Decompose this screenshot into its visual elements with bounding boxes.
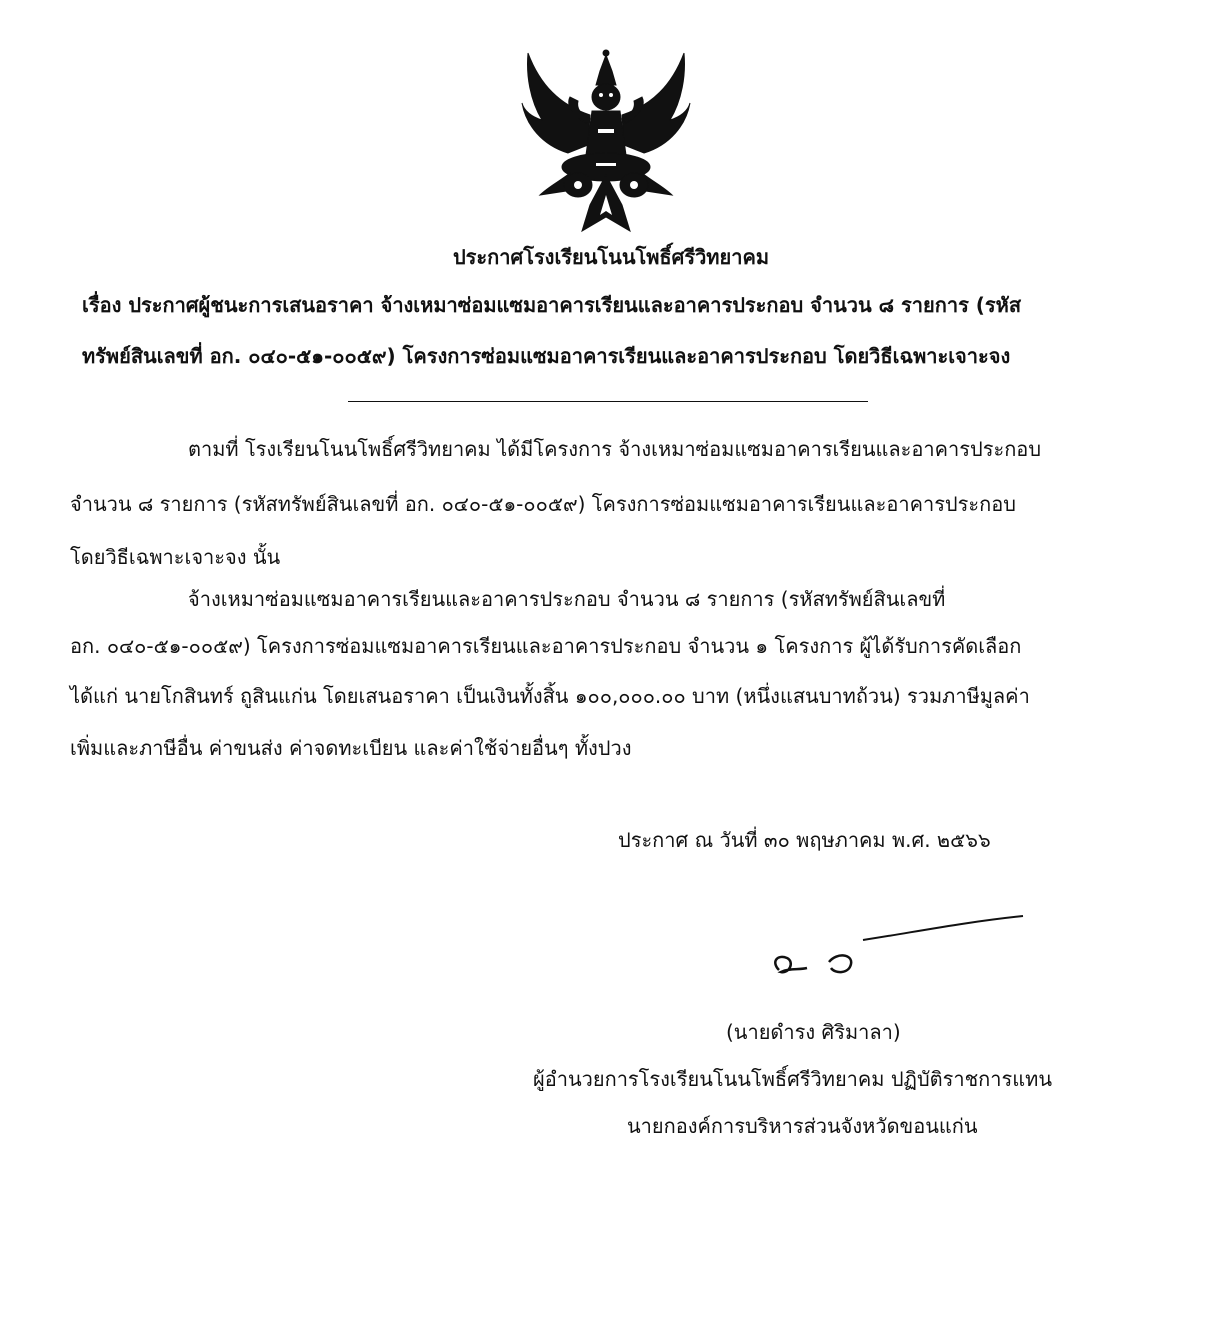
signatory-name: (นายดำรง ศิริมาลา) (726, 1020, 901, 1044)
subject-line-1: เรื่อง ประกาศผู้ชนะการเสนอราคา จ้างเหมาซ่อมแซมอาคารเรียนและอาคารประกอบ จำนวน ๘ รายการ (รหัส (82, 293, 1022, 317)
header-divider (348, 401, 868, 402)
paragraph-2-line-2: อก. ๐๔๐-๕๑-๐๐๕๙) โครงการซ่อมแซมอาคารเรียนและอาคารประกอบ จำนวน ๑ โครงการ ผู้ได้รับการคัดเลือก (70, 634, 1022, 658)
paragraph-2-line-1: จ้างเหมาซ่อมแซมอาคารเรียนและอาคารประกอบ จำนวน ๘ รายการ (รหัสทรัพย์สินเลขที่ (188, 587, 946, 611)
paragraph-1-line-1: ตามที่ โรงเรียนโนนโพธิ์ศรีวิทยาคม ได้มีโครงการ จ้างเหมาซ่อมแซมอาคารเรียนและอาคารประกอบ (188, 437, 1042, 461)
paragraph-2-line-3: ได้แก่ นายโกสินทร์ ถูสินแก่น โดยเสนอราคา เป็นเงินทั้งสิ้น ๑๐๐,๐๐๐.๐๐ บาท (หนึ่งแสนบาทถ้วน) รวมภาษีมูลค่า (70, 684, 1030, 708)
paragraph-1-line-2: จำนวน ๘ รายการ (รหัสทรัพย์สินเลขที่ อก. ๐๔๐-๕๑-๐๐๕๙) โครงการซ่อมแซมอาคารเรียนและอาคารประกอบ (70, 492, 1016, 516)
signature (765, 910, 1030, 990)
garuda-emblem-icon (520, 45, 692, 235)
paragraph-2-line-4: เพิ่มและภาษีอื่น ค่าขนส่ง ค่าจดทะเบียน และค่าใช้จ่ายอื่นๆ ทั้งปวง (70, 736, 632, 760)
signatory-position-1: ผู้อำนวยการโรงเรียนโนนโพธิ์ศรีวิทยาคม ปฏิบัติราชการแทน (533, 1067, 1053, 1091)
subject-line-2: ทรัพย์สินเลขที่ อก. ๐๔๐-๕๑-๐๐๕๙) โครงการซ่อมแซมอาคารเรียนและอาคารประกอบ โดยวิธีเฉพาะเจาะจง (82, 344, 1011, 368)
document-title: ประกาศโรงเรียนโนนโพธิ์ศรีวิทยาคม (452, 245, 769, 269)
announcement-date: ประกาศ ณ วันที่ ๓๐ พฤษภาคม พ.ศ. ๒๕๖๖ (618, 828, 991, 852)
paragraph-1-line-3: โดยวิธีเฉพาะเจาะจง นั้น (70, 545, 281, 569)
signatory-position-2: นายกองค์การบริหารส่วนจังหวัดขอนแก่น (627, 1114, 978, 1138)
